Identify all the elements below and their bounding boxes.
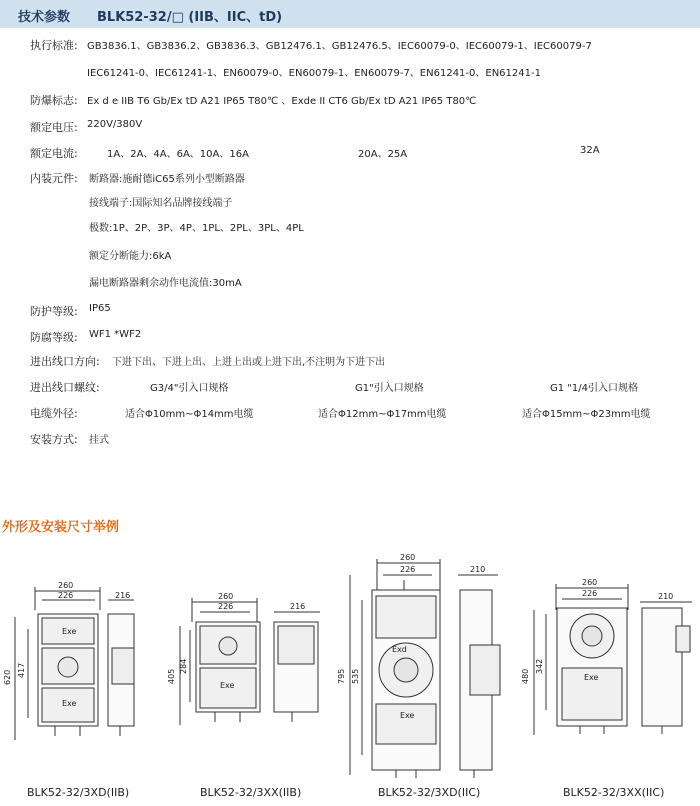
drawing-2 bbox=[180, 598, 320, 725]
header-title: 技术参数 bbox=[18, 10, 71, 25]
d2-width-inner: 226 bbox=[218, 602, 234, 611]
d4-label-top: Exe bbox=[584, 673, 599, 682]
current-row bbox=[30, 145, 600, 161]
corr-label: 防腐等级: bbox=[30, 331, 78, 344]
thread-value-1: G3/4"引入口规格 bbox=[150, 383, 229, 394]
d2-width-outer: 260 bbox=[218, 592, 234, 601]
caption-drawing-2: BLK52-32/3XX(IIB) bbox=[200, 786, 302, 799]
current-value-3: 32A bbox=[580, 145, 600, 156]
inout-label: 进出线口方向: bbox=[30, 355, 100, 368]
inner-item-5: 漏电断路器剩余动作电流值:30mA bbox=[89, 278, 242, 289]
voltage-value: 220V/380V bbox=[87, 119, 143, 130]
section-title: 外形及安装尺寸举例 bbox=[2, 520, 120, 535]
d1-depth: 216 bbox=[115, 591, 131, 600]
inout-value: 下进下出、下进上出、上进上出或上进下出,不注明为下进下出 bbox=[112, 357, 386, 368]
d3-width-outer: 260 bbox=[400, 553, 416, 562]
d1-height-outer: 620 bbox=[3, 669, 12, 685]
d4-width-outer: 260 bbox=[582, 578, 598, 587]
drawing-3 bbox=[350, 559, 500, 778]
voltage-row bbox=[30, 119, 143, 135]
d3-height-inner: 535 bbox=[351, 668, 360, 684]
cable-value-1: 适合Φ10mm~Φ14mm电缆 bbox=[125, 409, 254, 420]
cable-label: 电缆外径: bbox=[30, 407, 78, 420]
inner-item-3: 极数:1P、2P、3P、4P、1PL、2PL、3PL、4PL bbox=[89, 223, 304, 234]
header-model: BLK52-32/□ (IIB、IIC、tD) bbox=[97, 10, 283, 25]
ip-row bbox=[30, 303, 111, 319]
ip-value: IP65 bbox=[89, 303, 111, 314]
d3-label-bottom: Exe bbox=[400, 711, 415, 720]
thread-label: 进出线口螺纹: bbox=[30, 381, 100, 394]
d1-height-inner: 417 bbox=[17, 662, 26, 678]
ex-label: 防爆标志: bbox=[30, 94, 78, 107]
inner-item-2: 接线端子:国际知名品牌接线端子 bbox=[89, 198, 233, 209]
d3-depth: 210 bbox=[470, 565, 486, 574]
d3-width-inner: 226 bbox=[400, 565, 416, 574]
spec-header bbox=[0, 0, 700, 28]
ip-label: 防护等级: bbox=[30, 305, 78, 318]
standard-row bbox=[30, 37, 592, 53]
d3-height-outer: 795 bbox=[337, 668, 346, 684]
d2-height-outer: 405 bbox=[167, 668, 176, 684]
d3-label-top: Exd bbox=[392, 645, 407, 654]
d4-width-inner: 226 bbox=[582, 589, 598, 598]
d2-height-inner: 284 bbox=[179, 658, 188, 674]
mount-value: 挂式 bbox=[89, 435, 109, 446]
standard-line2: IEC61241-0、IEC61241-1、EN60079-0、EN60079-1、EN60079-7、EN61241-0、EN61241-1 bbox=[87, 68, 541, 79]
thread-row bbox=[30, 379, 638, 395]
caption-drawing-1: BLK52-32/3XD(IIB) bbox=[27, 786, 130, 799]
corr-value: WF1 *WF2 bbox=[89, 329, 142, 340]
current-value-1: 1A、2A、4A、6A、10A、16A bbox=[107, 149, 249, 160]
thread-value-3: G1 "1/4引入口规格 bbox=[550, 383, 638, 394]
caption-drawing-3: BLK52-32/3XD(IIC) bbox=[378, 786, 481, 799]
current-label: 额定电流: bbox=[30, 147, 78, 160]
d4-height-inner: 342 bbox=[535, 658, 544, 674]
d4-height-outer: 480 bbox=[521, 668, 530, 684]
d1-width-inner: 226 bbox=[58, 591, 74, 600]
cable-value-3: 适合Φ15mm~Φ23mm电缆 bbox=[522, 409, 651, 420]
inner-item-4: 额定分断能力:6kA bbox=[89, 251, 172, 262]
mount-row bbox=[30, 431, 109, 447]
cable-row bbox=[30, 405, 651, 421]
mount-label: 安装方式: bbox=[30, 433, 78, 446]
voltage-label: 额定电压: bbox=[30, 121, 78, 134]
ex-row bbox=[30, 92, 477, 108]
inout-row bbox=[30, 353, 386, 369]
inner-label: 内装元件: bbox=[30, 172, 78, 185]
current-value-2: 20A、25A bbox=[358, 149, 408, 160]
thread-value-2: G1"引入口规格 bbox=[355, 383, 424, 394]
drawing-4 bbox=[534, 584, 692, 735]
d4-depth: 210 bbox=[658, 592, 674, 601]
inner-item-1: 断路器:施耐德iC65系列小型断路器 bbox=[89, 174, 245, 185]
d2-label-top: Exe bbox=[220, 681, 235, 690]
inner-row bbox=[30, 170, 304, 289]
caption-drawing-4: BLK52-32/3XX(IIC) bbox=[563, 786, 665, 799]
standard-line1: GB3836.1、GB3836.2、GB3836.3、GB12476.1、GB12476.5、IEC60079-0、IEC60079-1、IEC60079-7 bbox=[87, 41, 592, 52]
standard-label: 执行标准: bbox=[30, 39, 78, 52]
corr-row bbox=[30, 329, 142, 345]
d1-width-outer: 260 bbox=[58, 581, 74, 590]
d1-label-top: Exe bbox=[62, 627, 77, 636]
d2-depth: 216 bbox=[290, 602, 306, 611]
dimension-drawings bbox=[0, 540, 700, 780]
d1-label-bottom: Exe bbox=[62, 699, 77, 708]
drawing-1 bbox=[15, 587, 134, 740]
cable-value-2: 适合Φ12mm~Φ17mm电缆 bbox=[318, 409, 447, 420]
ex-value: Ex d e IIB T6 Gb/Ex tD A21 IP65 T80℃ 、Exde II CT6 Gb/Ex tD A21 IP65 T80℃ bbox=[87, 96, 477, 107]
